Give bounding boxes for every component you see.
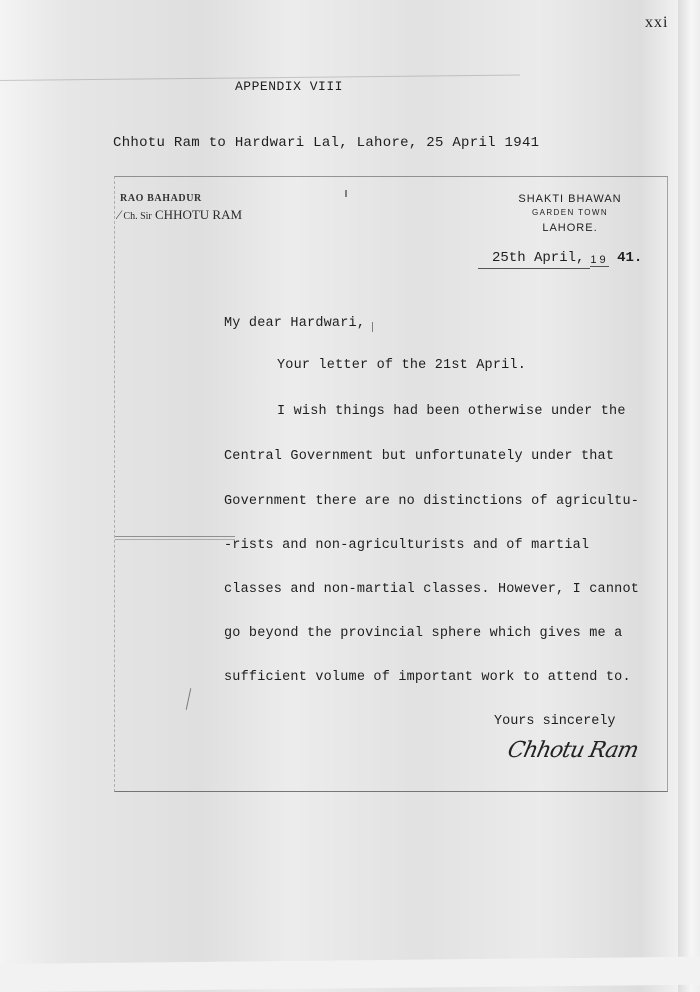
sender-name: CHHOTU RAM xyxy=(155,207,243,222)
letter-caption: Chhotu Ram to Hardwari Lal, Lahore, 25 April 1941 xyxy=(113,135,540,151)
salutation: My dear Hardwari, xyxy=(224,316,366,331)
address-building: SHAKTI BHAWAN xyxy=(518,193,622,205)
body-line: -rists and non-agriculturists and of martial xyxy=(224,538,590,553)
date-century: 19 xyxy=(590,254,609,266)
body-line: Government there are no distinctions of agricultu- xyxy=(224,494,640,509)
scan-edge-strip xyxy=(678,0,700,992)
scan-speck xyxy=(345,190,347,197)
body-line: go beyond the provincial sphere which gives me a xyxy=(224,626,623,641)
fold-line-left xyxy=(115,536,235,540)
date-day-month: 25th April, xyxy=(478,250,590,269)
appendix-title: APPENDIX VIII xyxy=(235,79,343,94)
scan-speck xyxy=(372,322,373,332)
signature: Chhotu Ram xyxy=(505,738,641,763)
body-line: I wish things had been otherwise under the xyxy=(277,404,626,419)
sender-honorific: RAO BAHADUR xyxy=(120,193,202,204)
letterhead-address xyxy=(500,192,640,237)
body-line: Central Government but unfortunately under that xyxy=(224,449,615,464)
pen-mark-icon: ⁄ xyxy=(118,207,121,222)
letter-date xyxy=(478,250,642,269)
address-locality: GARDEN TOWN xyxy=(532,208,608,217)
sender-prefix: Ch. Sir xyxy=(123,211,152,222)
address-city: LAHORE. xyxy=(542,222,598,234)
sender-name-line xyxy=(118,207,242,223)
date-year: 41. xyxy=(617,250,643,266)
body-line: sufficient volume of important work to attend to. xyxy=(224,670,631,685)
page-number: xxi xyxy=(645,14,669,31)
body-line: Your letter of the 21st April. xyxy=(277,358,527,373)
body-line: classes and non-martial classes. However, I cannot xyxy=(224,582,640,597)
closing: Yours sincerely xyxy=(494,714,616,729)
